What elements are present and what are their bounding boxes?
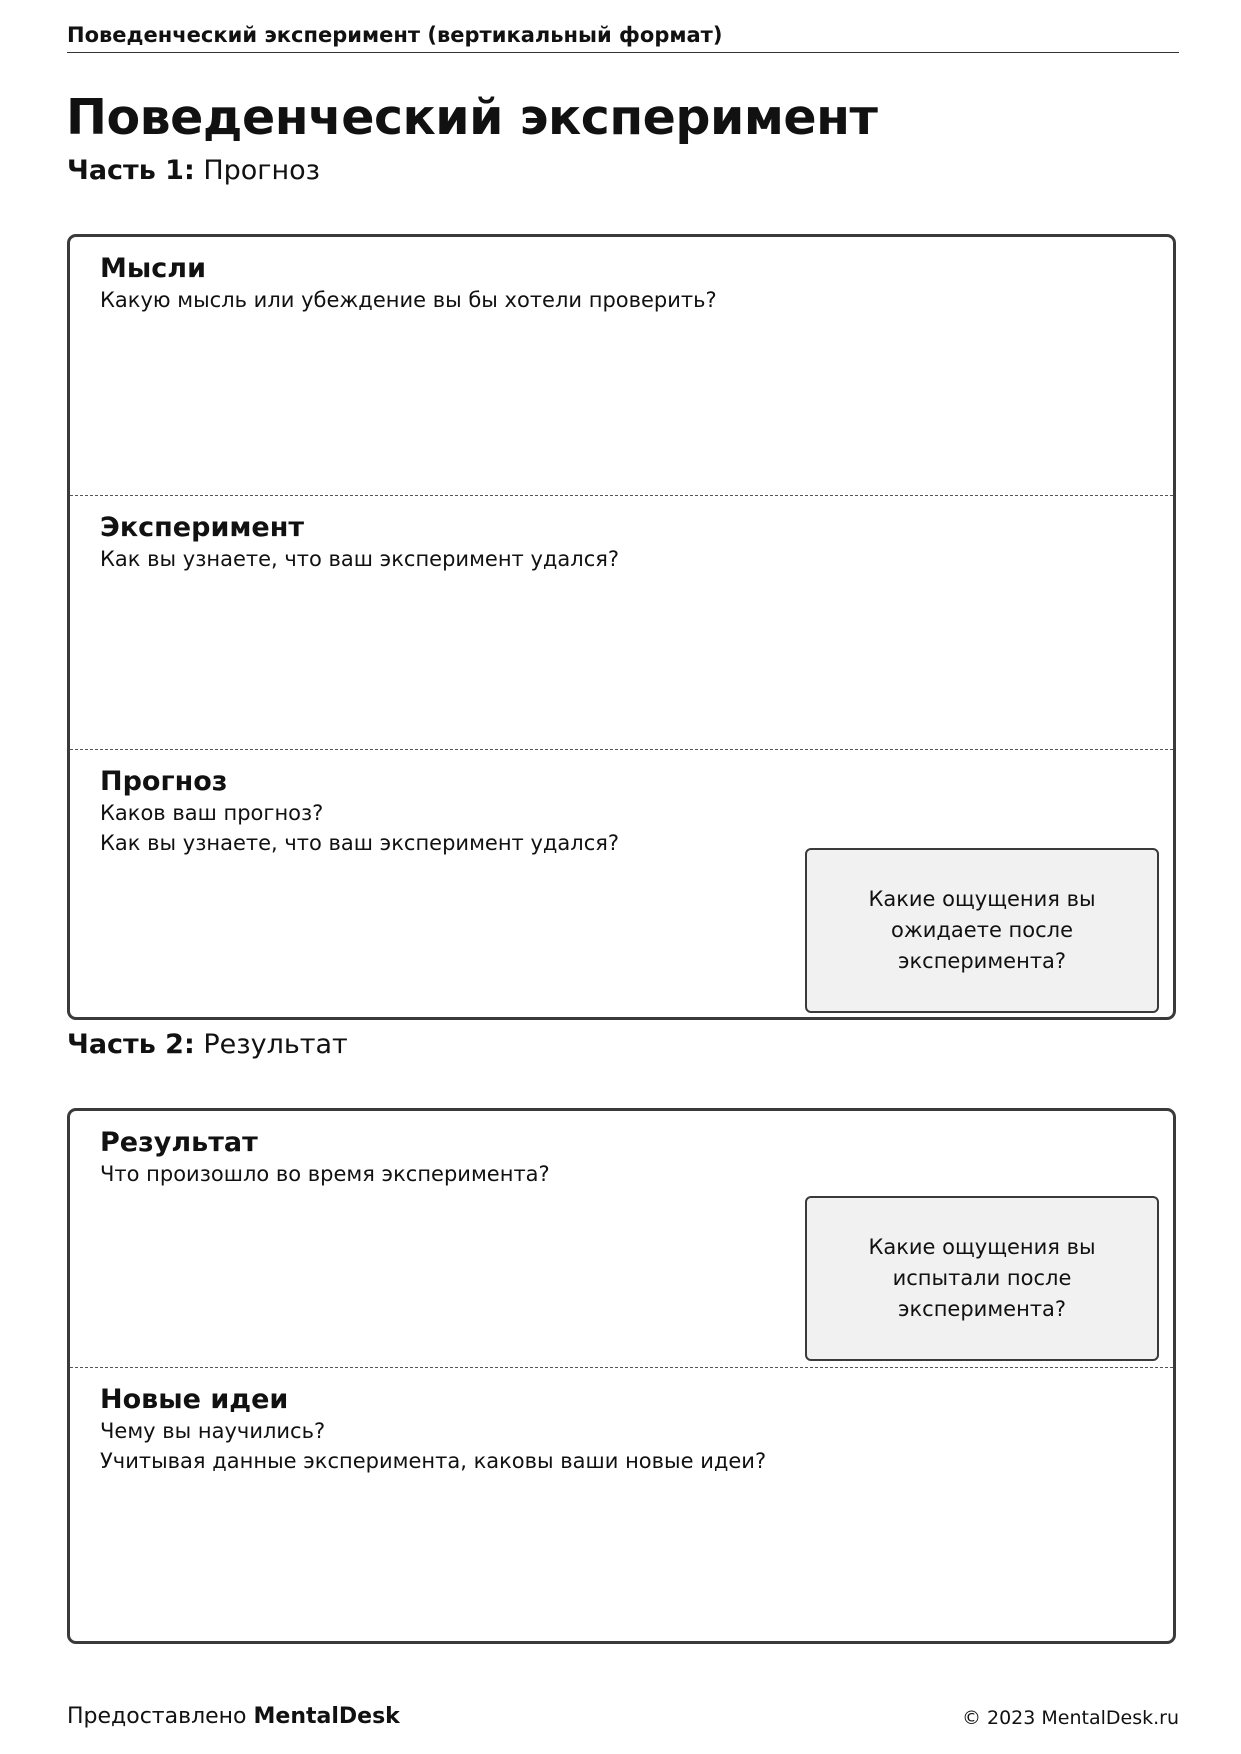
footer-provided-prefix: Предоставлено bbox=[67, 1704, 247, 1729]
part-1-heading bbox=[67, 154, 320, 188]
part-2-label: Часть 2: bbox=[67, 1029, 195, 1060]
running-header bbox=[67, 22, 1179, 53]
footer-copyright: © 2023 MentalDesk.ru bbox=[961, 1707, 1179, 1729]
part-1-name: Прогноз bbox=[203, 155, 321, 186]
section-thoughts-title: Мысли bbox=[100, 253, 206, 284]
section-thoughts bbox=[70, 237, 1173, 497]
section-result-title: Результат bbox=[100, 1127, 258, 1158]
section-forecast-title: Прогноз bbox=[100, 766, 228, 797]
section-new-ideas-line-2: Учитывая данные эксперимента, каковы ваши новые идеи? bbox=[100, 1449, 767, 1473]
section-experiment-line-1: Как вы узнаете, что ваш эксперимент удался? bbox=[100, 547, 620, 571]
part-1-label: Часть 1: bbox=[67, 155, 195, 186]
section-forecast-line-2: Как вы узнаете, что ваш эксперимент удался? bbox=[100, 831, 620, 855]
actual-feelings-text: Какие ощущения вы испытали после эксперимента? bbox=[868, 1235, 1096, 1321]
part-2-heading bbox=[67, 1028, 348, 1062]
actual-feelings-box bbox=[805, 1196, 1159, 1361]
section-new-ideas bbox=[70, 1367, 1173, 1641]
section-new-ideas-line-1: Чему вы научились? bbox=[100, 1419, 326, 1443]
section-experiment-title: Эксперимент bbox=[100, 512, 305, 543]
section-result-line-1: Что произошло во время эксперимента? bbox=[100, 1162, 550, 1186]
expected-feelings-text: Какие ощущения вы ожидаете после эксперимента? bbox=[868, 887, 1096, 973]
section-experiment bbox=[70, 495, 1173, 749]
section-new-ideas-title: Новые идеи bbox=[100, 1384, 289, 1415]
expected-feelings-box bbox=[805, 848, 1159, 1013]
part-2-card bbox=[67, 1108, 1176, 1644]
footer-provided-by bbox=[67, 1703, 400, 1731]
part-1-card bbox=[67, 234, 1176, 1020]
part-2-name: Результат bbox=[203, 1029, 348, 1060]
running-header-text: Поведенческий эксперимент (вертикальный формат) bbox=[67, 23, 723, 47]
section-thoughts-line-1: Какую мысль или убеждение вы бы хотели проверить? bbox=[100, 288, 717, 312]
section-forecast-line-1: Каков ваш прогноз? bbox=[100, 801, 324, 825]
page-title: Поведенческий эксперимент bbox=[66, 89, 878, 146]
footer-brand: MentalDesk bbox=[253, 1704, 400, 1729]
